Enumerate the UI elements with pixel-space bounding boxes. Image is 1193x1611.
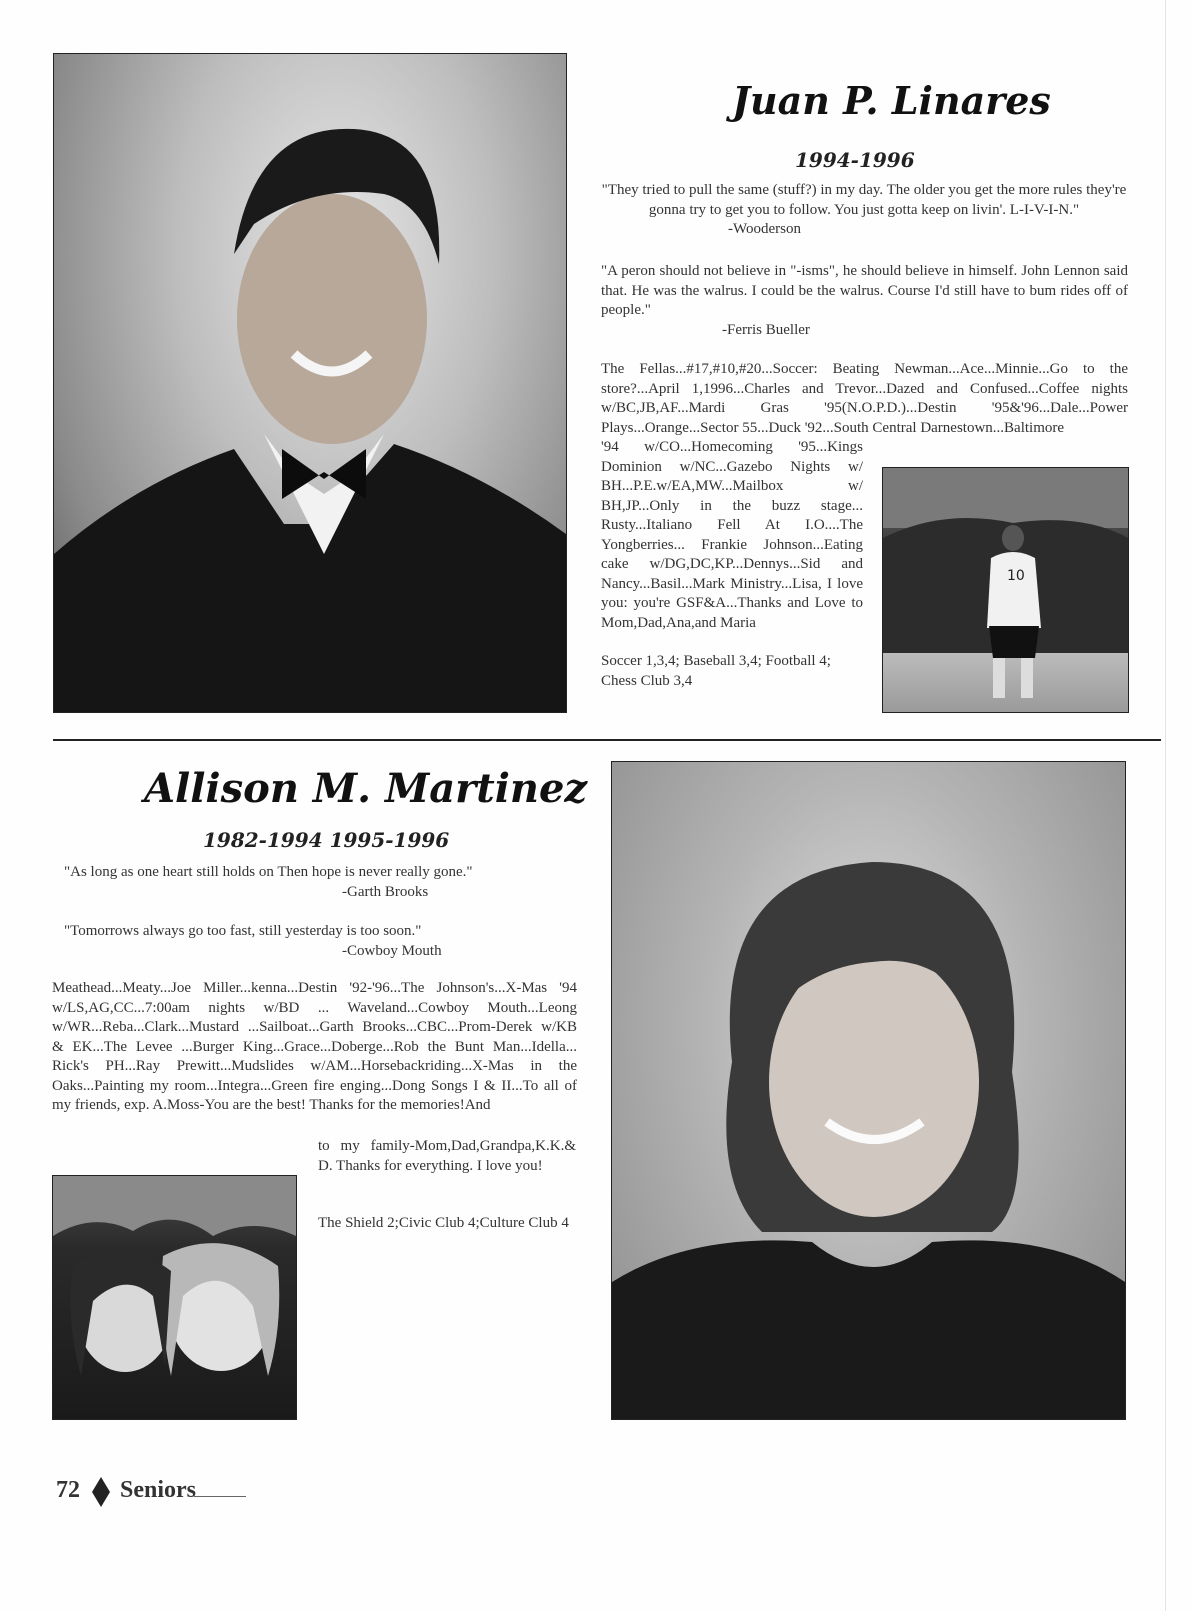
quote-attribution: -Ferris Bueller: [722, 321, 810, 338]
quote-attribution: -Garth Brooks: [342, 883, 429, 900]
quote-attribution: -Wooderson: [728, 221, 801, 237]
quote-text: "As long as one heart still holds on Then hope is never really gone.": [64, 864, 473, 880]
allison-portrait-photo: [611, 761, 1126, 1420]
memories-text: The Fellas...#17,#10,#20...Soccer: Beating Newman...Ace...Minnie...Go to the store?...April 1,1996...Charles and Trevor...Dazed and Confused...Coffee nights w/BC,JB,AF...Mardi Gras '95(N.O.P.D.)...Destin '95&'96...Dale...Power Plays...Orange...Sector 55...Duck '92...South Central Darnestown...Baltimore: [601, 361, 1128, 436]
page-number: 72: [56, 1477, 80, 1503]
attendance-years: 1982-1994 1995-1996: [203, 828, 450, 852]
memories-text-continued: '94 w/CO...Homecoming '95...Kings Dominion w/NC...Gazebo Nights w/ BH...P.E.w/EA,MW...Mailbox w/ BH,JP...Only in the buzz stage... Rusty...Italiano Fell At I.O....The Yongberries... Frankie Johnson...Eating cake w/DG,DC,KP...Dennys...Sid and Nancy...Basil...Mark Ministry...Lisa, I love you: you're GSF&A...Thanks and Love to Mom,Dad,Ana,and Maria: [601, 439, 863, 631]
section-title: Seniors: [120, 1477, 197, 1503]
quote-block: [601, 262, 1128, 340]
quote-block: [64, 922, 584, 961]
quote-text: "They tried to pull the same (stuff?) in my day. The older you get the more rules they're gonna try to get you to follow. You just gotta keep on livin'. L-I-V-I-N.": [601, 182, 1127, 218]
senior-name: Juan P. Linares: [732, 78, 1051, 123]
activities-text: The Shield 2;Civic Club 4;Culture Club 4: [318, 1215, 569, 1231]
senior-name: Allison M. Martinez: [144, 765, 588, 812]
memories-text-continued: to my family-Mom,Dad,Grandpa,K.K.& D. Thanks for everything. I love you!: [318, 1138, 576, 1174]
footer-rule: [194, 1496, 246, 1497]
soccer-action-photo: [882, 467, 1129, 713]
jersey-number: 10: [1007, 568, 1025, 584]
page-edge: [1165, 0, 1166, 1611]
diamond-icon: [92, 1477, 110, 1507]
juan-portrait-photo: [53, 53, 567, 713]
quote-text: "Tomorrows always go too fast, still yesterday is too soon.": [64, 923, 422, 939]
attendance-years: 1994-1996: [795, 148, 915, 172]
activities-text: Soccer 1,3,4; Baseball 3,4; Football 4; Chess Club 3,4: [601, 653, 831, 689]
memories-text: Meathead...Meaty...Joe Miller...kenna...Destin '92-'96...The Johnson's...X-Mas '94 w/LS,AG,CC...7:00am nights w/BD ... Waveland...Cowboy Mouth...Leong w/WR...Reba...Clark...Mustard ...Sailboat...Garth Brooks...CBC...Prom-Derek w/KB & EK...The Levee ...Burger King...Grace...Doberge...Rob the Bunt Man...Idella... Rick's PH...Ray Prewitt...Mudslides w/AM...Horsebackriding...X-Mas in the Oaks...Painting my room...Integra...Green fire enging...Dong Songs I & II...To all of my friends, exp. A.Moss-You are the best! Thanks for the memories!And: [52, 980, 577, 1113]
quote-text: "A peron should not believe in "-isms", he should believe in himself. John Lennon said that. He was the walrus. I could be the walrus. Course I'd still have to bum rides off of people.": [601, 263, 1128, 318]
quote-block: [600, 181, 1128, 240]
section-divider: [53, 739, 1161, 741]
quote-attribution: -Cowboy Mouth: [342, 942, 442, 959]
quote-block: [64, 863, 584, 902]
friends-candid-photo: [52, 1175, 297, 1420]
